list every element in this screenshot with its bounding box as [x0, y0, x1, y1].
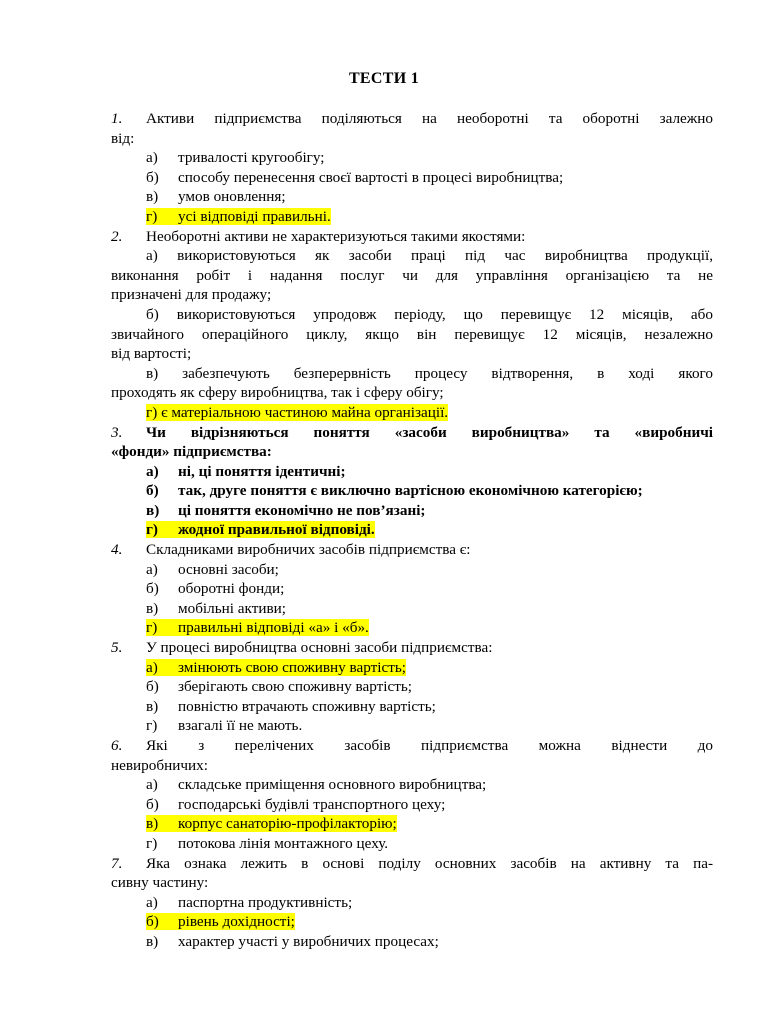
answer-option: б) так, друге поняття є виключно вартісною економічною категорією;	[146, 482, 643, 500]
answer-option: в) характер участі у виробничих процесах;	[146, 932, 439, 950]
answer-option: г) взагалі її не мають.	[146, 717, 303, 735]
question-3	[111, 423, 713, 443]
answer-option-highlighted: б) рівень дохідності;	[146, 913, 295, 931]
question-7	[111, 854, 713, 874]
question-1	[111, 109, 713, 129]
question-2	[111, 227, 713, 247]
answer-option: а) паспортна продуктивність;	[146, 893, 353, 911]
answer-option-highlighted: г) є матеріальною частиною майна організації.	[146, 403, 449, 421]
question-3-cont: «фонди» підприємства:	[111, 443, 272, 461]
answer-option: в) забезпечують безперервність процесу відтворення, в ході якого	[146, 364, 713, 382]
answer-option-cont: призначені для продажу;	[111, 286, 272, 304]
page-title: ТЕСТИ 1	[348, 70, 420, 87]
answer-option: а) тривалості кругообігу;	[146, 149, 325, 167]
answer-option-cont: проходять як сферу виробництва, так і сферу обігу;	[111, 384, 444, 402]
question-number: 6.	[111, 737, 123, 754]
answer-option: г) потокова лінія монтажного цеху.	[146, 834, 389, 852]
answer-option-cont: звичайного операційного циклу, якщо він перевищує 12 місяців, незалежно	[111, 325, 713, 343]
question-4	[111, 540, 713, 560]
question-text: Активи підприємства поділяються на необоротні та оборотні залежно	[146, 110, 713, 127]
question-text: Необоротні активи не характеризуються такими якостями:	[146, 227, 526, 245]
answer-option-highlighted: в) корпус санаторію-профілакторію;	[146, 815, 397, 833]
answer-option: б) способу перенесення своєї вартості в процесі виробництва;	[146, 168, 564, 186]
answer-option: б) використовуються упродовж періоду, що перевищує 12 місяців, або	[146, 305, 713, 323]
question-text: Чи відрізняються поняття «засоби виробництва» та «виробничі	[146, 423, 713, 441]
answer-option: а) використовуються як засоби праці під час виробництва продукції,	[146, 247, 713, 265]
question-number: 2.	[111, 227, 123, 245]
answer-option: а) ні, ці поняття ідентичні;	[146, 462, 346, 480]
question-6	[111, 736, 713, 756]
question-1-cont: від:	[111, 129, 135, 147]
question-text: Складниками виробничих засобів підприємства є:	[146, 541, 471, 559]
answer-option-highlighted: г) жодної правильної відповіді.	[146, 521, 375, 539]
question-number: 1.	[111, 110, 123, 127]
question-number: 7.	[111, 854, 123, 872]
question-number: 3.	[111, 423, 123, 441]
answer-option: б) господарські будівлі транспортного цеху;	[146, 795, 446, 813]
answer-option: б) оборотні фонди;	[146, 580, 285, 598]
question-number: 4.	[111, 541, 123, 559]
question-number: 5.	[111, 639, 123, 657]
answer-option-highlighted: а) змінюють свою споживну вартість;	[146, 658, 407, 676]
question-text: Яка ознака лежить в основі поділу основних засобів на активну та па-	[146, 854, 713, 872]
answer-option: в) умов оновлення;	[146, 188, 286, 206]
question-5	[111, 638, 713, 658]
question-7-cont: сивну частину:	[111, 874, 209, 892]
question-6-cont: невиробничих:	[111, 756, 208, 774]
answer-option: в) повністю втрачають споживну вартість;	[146, 697, 436, 715]
answer-option: в) мобільні активи;	[146, 599, 287, 617]
answer-option-highlighted: г) усі відповіді правильні.	[146, 207, 331, 225]
answer-option: в) ці поняття економічно не пов’язані;	[146, 501, 426, 519]
answer-option-cont: від вартості;	[111, 345, 192, 363]
answer-option: б) зберігають свою споживну вартість;	[146, 678, 412, 696]
answer-option: а) основні засоби;	[146, 560, 279, 578]
answer-option-cont: виконання робіт і надання послуг чи для управління організацією та не	[111, 266, 713, 284]
question-text: Які з перелічених засобів підприємства можна віднести до	[146, 737, 713, 754]
test-document	[111, 109, 713, 952]
question-text: У процесі виробництва основні засоби підприємства:	[146, 639, 493, 657]
answer-option: а) складське приміщення основного виробництва;	[146, 776, 487, 794]
answer-option-highlighted: г) правильні відповіді «а» і «б».	[146, 619, 369, 637]
